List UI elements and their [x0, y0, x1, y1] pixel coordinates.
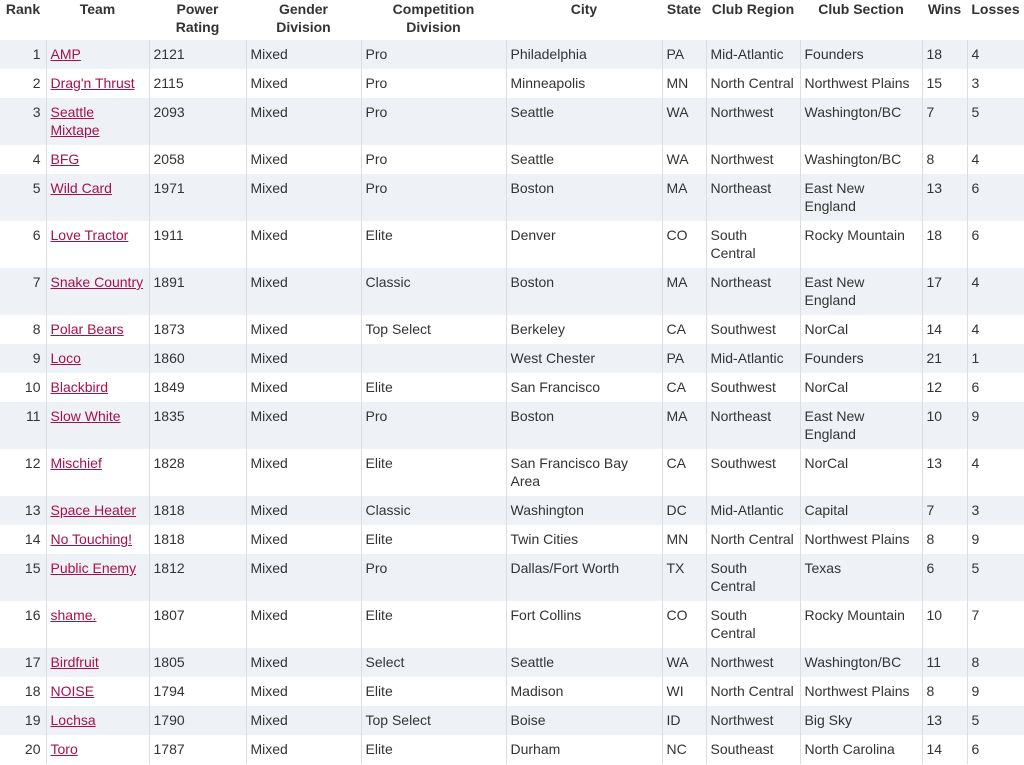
cell-team: [46, 98, 149, 145]
column-header-losses[interactable]: Losses: [967, 0, 1024, 40]
cell-power-rating: 1911: [149, 221, 246, 268]
cell-competition-division: Elite: [361, 525, 506, 554]
cell-city: Washington: [506, 496, 662, 525]
cell-club-region: Northeast: [706, 268, 800, 315]
column-header-city[interactable]: City: [506, 0, 662, 40]
cell-power-rating: 1790: [149, 706, 246, 735]
cell-losses: 4: [967, 449, 1024, 496]
column-header-club-section[interactable]: Club Section: [800, 0, 922, 40]
cell-competition-division: Elite: [361, 735, 506, 764]
cell-club-region: Northwest: [706, 98, 800, 145]
cell-team: [46, 174, 149, 221]
cell-club-region: North Central: [706, 69, 800, 98]
cell-competition-division: Elite: [361, 677, 506, 706]
team-link[interactable]: Drag'n Thrust: [50, 75, 135, 91]
cell-wins: 7: [922, 496, 967, 525]
cell-city: San Francisco Bay Area: [506, 449, 662, 496]
cell-club-region: Southwest: [706, 373, 800, 402]
cell-losses: 9: [967, 525, 1024, 554]
cell-power-rating: 1835: [149, 402, 246, 449]
cell-club-section: East New England: [800, 174, 922, 221]
cell-team: [46, 601, 149, 648]
cell-gender-division: Mixed: [246, 648, 361, 677]
team-link[interactable]: Wild Card: [50, 180, 112, 196]
cell-gender-division: Mixed: [246, 145, 361, 174]
cell-wins: 10: [922, 601, 967, 648]
cell-city: Madison: [506, 677, 662, 706]
team-link[interactable]: NOISE: [50, 683, 95, 699]
cell-team: [46, 677, 149, 706]
cell-team: [46, 449, 149, 496]
cell-team: [46, 221, 149, 268]
cell-losses: 6: [967, 221, 1024, 268]
cell-state: DC: [662, 496, 706, 525]
cell-competition-division: Elite: [361, 601, 506, 648]
cell-power-rating: 1794: [149, 677, 246, 706]
cell-state: CA: [662, 315, 706, 344]
cell-wins: 18: [922, 40, 967, 69]
cell-competition-division: Select: [361, 648, 506, 677]
cell-power-rating: 2115: [149, 69, 246, 98]
cell-power-rating: 1787: [149, 735, 246, 764]
cell-rank: 10: [24, 379, 41, 395]
cell-rank: 16: [24, 607, 41, 623]
cell-gender-division: Mixed: [246, 315, 361, 344]
cell-state: CA: [662, 449, 706, 496]
team-link[interactable]: Mischief: [50, 455, 102, 471]
cell-rank: 18: [24, 683, 41, 699]
cell-state: CO: [662, 601, 706, 648]
cell-state: WI: [662, 677, 706, 706]
cell-gender-division: Mixed: [246, 402, 361, 449]
table-row: [0, 373, 1024, 402]
cell-club-region: Mid-Atlantic: [706, 344, 800, 373]
cell-city: Dallas/Fort Worth: [506, 554, 662, 601]
cell-team: [46, 40, 149, 69]
table-row: [0, 174, 1024, 221]
cell-gender-division: Mixed: [246, 344, 361, 373]
table-row: [0, 221, 1024, 268]
cell-city: Denver: [506, 221, 662, 268]
cell-wins: 15: [922, 69, 967, 98]
cell-club-section: East New England: [800, 402, 922, 449]
cell-wins: 21: [922, 344, 967, 373]
column-header-club-region[interactable]: Club Region: [706, 0, 800, 40]
cell-club-region: Southeast: [706, 735, 800, 764]
cell-losses: 5: [967, 706, 1024, 735]
cell-losses: 6: [967, 735, 1024, 764]
cell-losses: 1: [967, 344, 1024, 373]
cell-losses: 6: [967, 373, 1024, 402]
cell-wins: 12: [922, 373, 967, 402]
cell-power-rating: 1849: [149, 373, 246, 402]
team-link[interactable]: Love Tractor: [50, 227, 129, 243]
cell-state: WA: [662, 145, 706, 174]
cell-power-rating: 1812: [149, 554, 246, 601]
cell-losses: 4: [967, 315, 1024, 344]
cell-team: [46, 735, 149, 764]
table-row: [0, 735, 1024, 764]
cell-state: PA: [662, 40, 706, 69]
cell-team: [46, 402, 149, 449]
cell-wins: 6: [922, 554, 967, 601]
team-link[interactable]: Space Heater: [50, 502, 137, 518]
cell-club-region: Northwest: [706, 648, 800, 677]
cell-club-region: Mid-Atlantic: [706, 40, 800, 69]
cell-city: San Francisco: [506, 373, 662, 402]
cell-gender-division: Mixed: [246, 735, 361, 764]
table-row: [0, 315, 1024, 344]
cell-club-region: South Central: [706, 554, 800, 601]
cell-state: MN: [662, 525, 706, 554]
cell-city: Philadelphia: [506, 40, 662, 69]
table-row: [0, 525, 1024, 554]
table-row: [0, 601, 1024, 648]
table-row: [0, 554, 1024, 601]
cell-state: TX: [662, 554, 706, 601]
cell-rank: 13: [24, 502, 41, 518]
cell-gender-division: Mixed: [246, 449, 361, 496]
team-link[interactable]: Polar Bears: [50, 321, 124, 337]
cell-wins: 18: [922, 221, 967, 268]
cell-competition-division: Pro: [361, 402, 506, 449]
cell-competition-division: Pro: [361, 174, 506, 221]
cell-gender-division: Mixed: [246, 221, 361, 268]
cell-wins: 14: [922, 735, 967, 764]
cell-city: Boston: [506, 268, 662, 315]
cell-city: Seattle: [506, 98, 662, 145]
table-row: [0, 344, 1024, 373]
cell-club-region: Southwest: [706, 315, 800, 344]
cell-rank: 20: [24, 741, 41, 757]
team-link[interactable]: shame.: [50, 607, 97, 623]
cell-competition-division: Top Select: [361, 706, 506, 735]
cell-club-section: Washington/BC: [800, 648, 922, 677]
cell-gender-division: Mixed: [246, 706, 361, 735]
cell-gender-division: Mixed: [246, 373, 361, 402]
cell-competition-division: Pro: [361, 69, 506, 98]
cell-power-rating: 1971: [149, 174, 246, 221]
cell-losses: 3: [967, 69, 1024, 98]
cell-state: WA: [662, 648, 706, 677]
cell-rank: 14: [24, 531, 41, 547]
cell-power-rating: 2121: [149, 40, 246, 69]
cell-state: MA: [662, 268, 706, 315]
cell-power-rating: 1860: [149, 344, 246, 373]
cell-club-section: Rocky Mountain: [800, 601, 922, 648]
cell-club-section: Northwest Plains: [800, 525, 922, 554]
cell-wins: 7: [922, 98, 967, 145]
cell-team: [46, 525, 149, 554]
cell-power-rating: 1891: [149, 268, 246, 315]
cell-competition-division: Pro: [361, 98, 506, 145]
cell-wins: 13: [922, 174, 967, 221]
header-row: [0, 0, 1024, 40]
cell-rank: 12: [24, 455, 41, 471]
cell-rank: 8: [32, 321, 41, 337]
cell-losses: 4: [967, 145, 1024, 174]
team-link[interactable]: BFG: [50, 151, 80, 167]
cell-state: CO: [662, 221, 706, 268]
column-header-power-rating[interactable]: Power Rating: [149, 0, 246, 40]
cell-state: PA: [662, 344, 706, 373]
cell-state: MA: [662, 174, 706, 221]
cell-rank: 5: [32, 180, 41, 196]
cell-competition-division: Pro: [361, 40, 506, 69]
column-header-rank[interactable]: Rank: [0, 0, 46, 40]
cell-team: [46, 554, 149, 601]
cell-rank: 19: [24, 712, 41, 728]
cell-competition-division: Elite: [361, 449, 506, 496]
cell-city: Durham: [506, 735, 662, 764]
cell-club-section: Washington/BC: [800, 98, 922, 145]
cell-club-section: NorCal: [800, 373, 922, 402]
cell-team: [46, 69, 149, 98]
cell-gender-division: Mixed: [246, 98, 361, 145]
cell-state: CA: [662, 373, 706, 402]
cell-club-region: Northeast: [706, 174, 800, 221]
cell-rank: 9: [32, 350, 41, 366]
cell-competition-division: Classic: [361, 496, 506, 525]
cell-team: [46, 648, 149, 677]
column-header-competition-division[interactable]: Competition Division: [361, 0, 506, 40]
table-row: [0, 268, 1024, 315]
column-header-wins[interactable]: Wins: [922, 0, 967, 40]
table-row: [0, 145, 1024, 174]
cell-city: Berkeley: [506, 315, 662, 344]
table-row: [0, 648, 1024, 677]
cell-club-region: North Central: [706, 677, 800, 706]
team-link[interactable]: Slow White: [50, 408, 121, 424]
cell-power-rating: 1805: [149, 648, 246, 677]
cell-competition-division: Classic: [361, 268, 506, 315]
cell-club-section: Capital: [800, 496, 922, 525]
cell-rank: 6: [32, 227, 41, 243]
cell-gender-division: Mixed: [246, 268, 361, 315]
cell-team: [46, 145, 149, 174]
cell-power-rating: 1828: [149, 449, 246, 496]
cell-club-region: Northeast: [706, 402, 800, 449]
cell-losses: 4: [967, 40, 1024, 69]
cell-gender-division: Mixed: [246, 69, 361, 98]
cell-losses: 7: [967, 601, 1024, 648]
cell-city: Minneapolis: [506, 69, 662, 98]
cell-wins: 14: [922, 315, 967, 344]
cell-losses: 9: [967, 402, 1024, 449]
cell-losses: 4: [967, 268, 1024, 315]
table-row: [0, 496, 1024, 525]
cell-wins: 13: [922, 706, 967, 735]
cell-city: Seattle: [506, 145, 662, 174]
cell-club-section: East New England: [800, 268, 922, 315]
cell-rank: 3: [32, 104, 41, 120]
cell-losses: 5: [967, 554, 1024, 601]
team-link[interactable]: No Touching!: [50, 531, 132, 547]
cell-club-section: Founders: [800, 344, 922, 373]
cell-rank: 2: [32, 75, 41, 91]
cell-state: ID: [662, 706, 706, 735]
cell-losses: 6: [967, 174, 1024, 221]
cell-city: Boston: [506, 174, 662, 221]
cell-state: WA: [662, 98, 706, 145]
cell-power-rating: 1873: [149, 315, 246, 344]
cell-losses: 3: [967, 496, 1024, 525]
cell-rank: 4: [32, 151, 41, 167]
table-row: [0, 402, 1024, 449]
cell-losses: 5: [967, 98, 1024, 145]
column-header-state[interactable]: State: [662, 0, 706, 40]
cell-club-region: Northwest: [706, 706, 800, 735]
cell-gender-division: Mixed: [246, 677, 361, 706]
cell-losses: 8: [967, 648, 1024, 677]
cell-gender-division: Mixed: [246, 174, 361, 221]
cell-state: MA: [662, 402, 706, 449]
cell-club-section: Big Sky: [800, 706, 922, 735]
cell-rank: 7: [32, 274, 41, 290]
cell-rank: 17: [24, 654, 41, 670]
cell-club-region: North Central: [706, 525, 800, 554]
table-row: [0, 706, 1024, 735]
cell-club-region: South Central: [706, 221, 800, 268]
cell-club-section: Washington/BC: [800, 145, 922, 174]
cell-wins: 13: [922, 449, 967, 496]
table-row: [0, 69, 1024, 98]
cell-club-region: Mid-Atlantic: [706, 496, 800, 525]
cell-club-region: Northwest: [706, 145, 800, 174]
table-body: [0, 40, 1024, 764]
team-link[interactable]: AMP: [50, 46, 81, 62]
table-row: [0, 40, 1024, 69]
cell-power-rating: 1807: [149, 601, 246, 648]
cell-competition-division: Pro: [361, 554, 506, 601]
cell-losses: 9: [967, 677, 1024, 706]
cell-club-section: Founders: [800, 40, 922, 69]
cell-city: Seattle: [506, 648, 662, 677]
cell-gender-division: Mixed: [246, 554, 361, 601]
team-link[interactable]: Lochsa: [50, 712, 96, 728]
table-row: [0, 98, 1024, 145]
cell-competition-division: Elite: [361, 373, 506, 402]
cell-team: [46, 373, 149, 402]
cell-club-section: North Carolina: [800, 735, 922, 764]
cell-club-section: Texas: [800, 554, 922, 601]
cell-club-region: South Central: [706, 601, 800, 648]
table-row: [0, 449, 1024, 496]
cell-team: [46, 706, 149, 735]
cell-competition-division: Top Select: [361, 315, 506, 344]
cell-wins: 11: [922, 648, 967, 677]
table-row: [0, 677, 1024, 706]
cell-team: [46, 496, 149, 525]
cell-city: Fort Collins: [506, 601, 662, 648]
cell-club-section: NorCal: [800, 449, 922, 496]
team-link[interactable]: Loco: [50, 350, 81, 366]
cell-rank: 1: [32, 46, 41, 62]
team-link[interactable]: Toro: [50, 741, 78, 757]
cell-power-rating: 2093: [149, 98, 246, 145]
cell-wins: 8: [922, 145, 967, 174]
cell-power-rating: 1818: [149, 525, 246, 554]
cell-city: Boise: [506, 706, 662, 735]
cell-team: [46, 315, 149, 344]
cell-competition-division: [361, 344, 506, 373]
cell-rank: 15: [24, 560, 41, 576]
cell-club-section: Northwest Plains: [800, 677, 922, 706]
column-header-team[interactable]: Team: [46, 0, 149, 40]
cell-wins: 17: [922, 268, 967, 315]
cell-competition-division: Elite: [361, 221, 506, 268]
team-link[interactable]: Birdfruit: [50, 654, 99, 670]
cell-city: Boston: [506, 402, 662, 449]
cell-state: MN: [662, 69, 706, 98]
cell-club-region: Southwest: [706, 449, 800, 496]
team-link[interactable]: Blackbird: [50, 379, 109, 395]
cell-wins: 10: [922, 402, 967, 449]
cell-wins: 8: [922, 525, 967, 554]
cell-power-rating: 1818: [149, 496, 246, 525]
cell-gender-division: Mixed: [246, 601, 361, 648]
team-link[interactable]: Snake Country: [50, 274, 144, 290]
cell-city: West Chester: [506, 344, 662, 373]
cell-team: [46, 268, 149, 315]
cell-gender-division: Mixed: [246, 525, 361, 554]
cell-rank: 11: [25, 408, 41, 424]
cell-competition-division: Pro: [361, 145, 506, 174]
column-header-gender-division[interactable]: Gender Division: [246, 0, 361, 40]
team-link[interactable]: Public Enemy: [50, 560, 137, 576]
cell-state: NC: [662, 735, 706, 764]
cell-team: [46, 344, 149, 373]
cell-wins: 8: [922, 677, 967, 706]
team-link[interactable]: Seattle Mixtape: [50, 104, 100, 138]
cell-club-section: Rocky Mountain: [800, 221, 922, 268]
cell-club-section: NorCal: [800, 315, 922, 344]
cell-gender-division: Mixed: [246, 496, 361, 525]
cell-gender-division: Mixed: [246, 40, 361, 69]
cell-club-section: Northwest Plains: [800, 69, 922, 98]
cell-city: Twin Cities: [506, 525, 662, 554]
cell-power-rating: 2058: [149, 145, 246, 174]
